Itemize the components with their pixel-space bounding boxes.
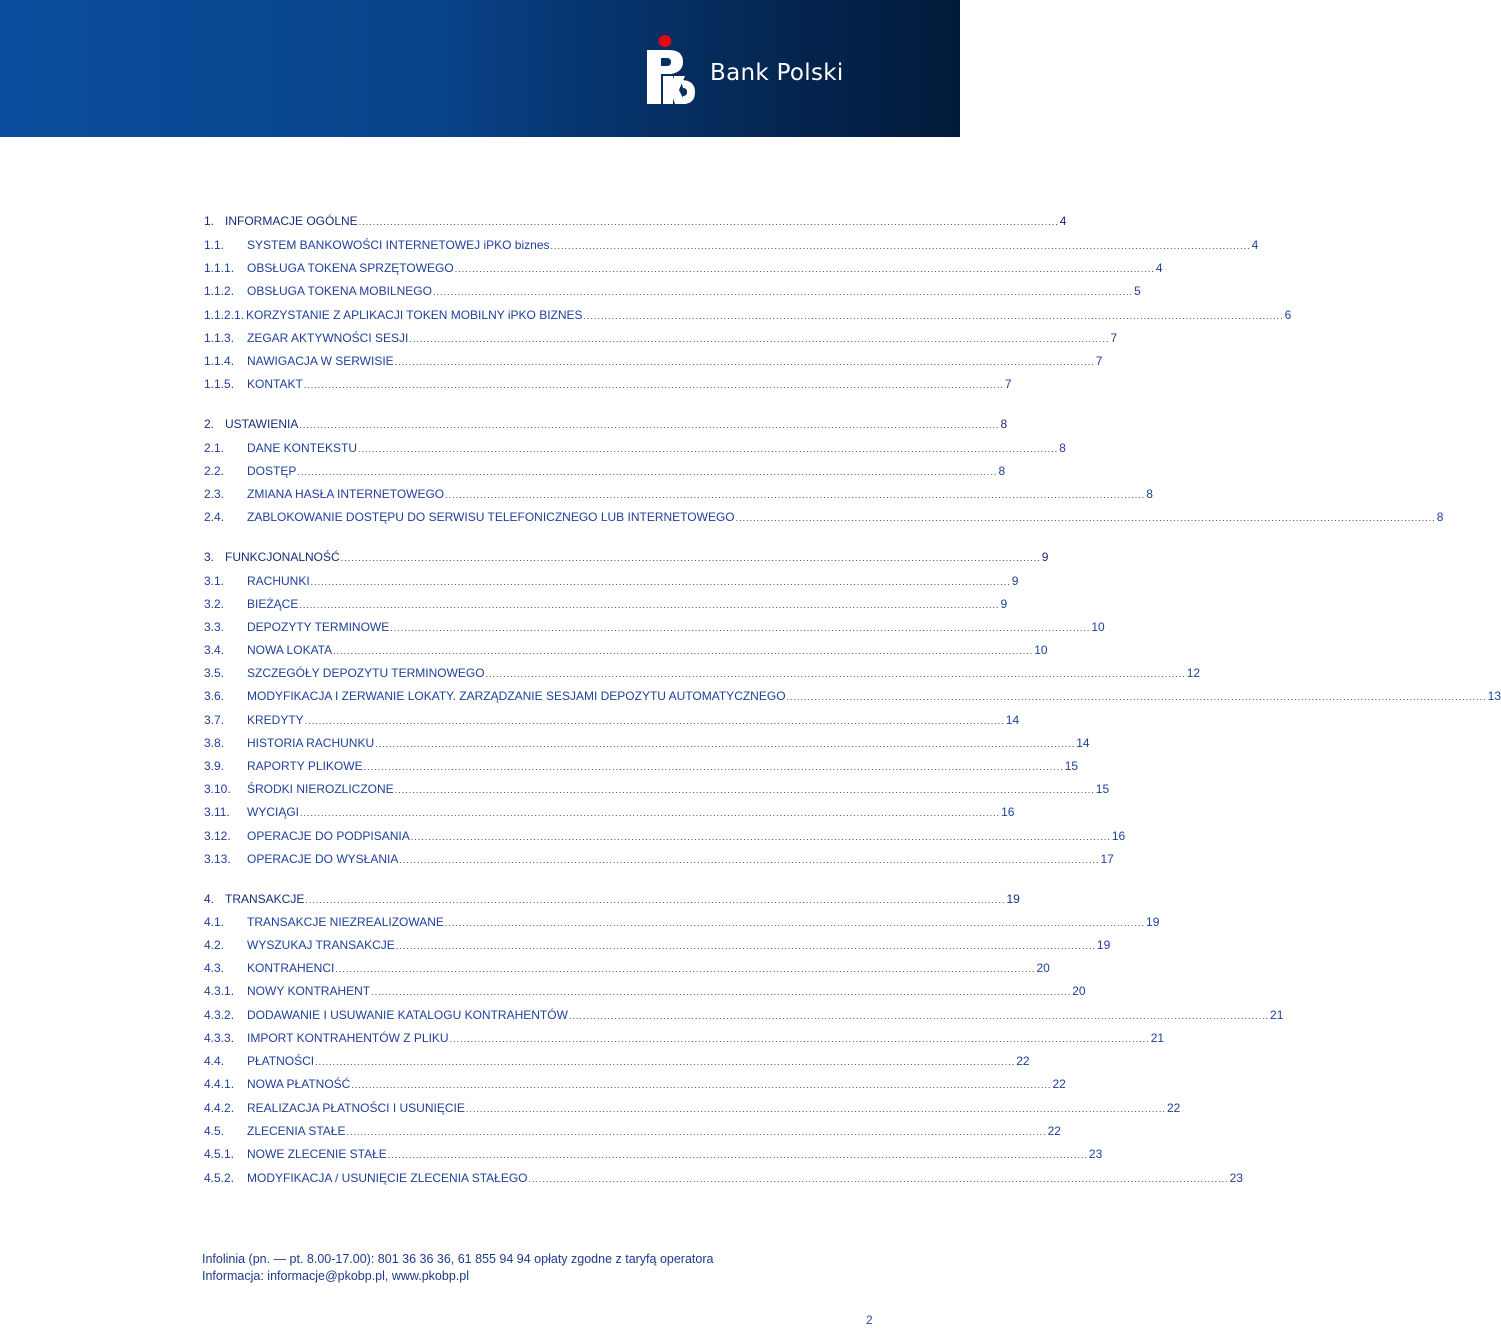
- toc-entry-leader: ........................................................................................................................................................................................................: [299, 420, 1000, 430]
- toc-entry-title: SZCZEGÓŁY DEPOZYTU TERMINOWEGO: [247, 666, 485, 680]
- toc-entry-page: 9: [1000, 597, 1008, 611]
- toc-entry-title: DOSTĘP: [247, 464, 297, 478]
- toc-entry-number: 1.1.2.1.: [204, 308, 245, 322]
- toc-entry-number: 4.1.: [204, 915, 225, 929]
- toc-entry-leader: ........................................................................................................................................................................................................: [346, 1127, 1047, 1137]
- page-number: 2: [866, 1313, 873, 1327]
- toc-entry[interactable]: [204, 616, 1105, 634]
- toc-entry-leader: ........................................................................................................................................................................................................: [399, 855, 1100, 865]
- toc-entry-leader: ........................................................................................................................................................................................................: [333, 646, 1034, 656]
- toc-entry-title: ZABLOKOWANIE DOSTĘPU DO SERWISU TELEFONICZNEGO LUB INTERNETOWEGO: [247, 510, 735, 524]
- toc-entry-leader: ........................................................................................................................................................................................................: [335, 964, 1036, 974]
- toc-entry-leader: ........................................................................................................................................................................................................: [445, 490, 1146, 500]
- toc-entry[interactable]: [204, 506, 1444, 524]
- toc-entry[interactable]: [204, 1073, 1066, 1091]
- toc-entry-page: 9: [1011, 574, 1019, 588]
- toc-entry-title: DODAWANIE I USUWANIE KATALOGU KONTRAHENTÓW: [247, 1008, 568, 1022]
- toc-entry[interactable]: [204, 460, 1006, 478]
- toc-entry-number: 4.3.2.: [204, 1008, 235, 1022]
- toc-entry-leader: ........................................................................................................................................................................................................: [351, 1080, 1052, 1090]
- toc-entry-number: 4.5.2.: [204, 1171, 235, 1185]
- toc-entry-number: 2.2.: [204, 464, 225, 478]
- toc-entry[interactable]: [204, 888, 1020, 906]
- toc-entry-title: FUNKCJONALNOŚĆ: [225, 550, 340, 564]
- toc-entry[interactable]: [204, 593, 1008, 611]
- toc-entry[interactable]: [204, 1027, 1165, 1045]
- toc-entry-title: ZEGAR AKTYWNOŚCI SESJI: [247, 331, 409, 345]
- toc-entry-title: WYSZUKAJ TRANSAKCJE: [247, 938, 395, 952]
- toc-entry[interactable]: [204, 1120, 1061, 1138]
- toc-entry-page: 23: [1088, 1147, 1103, 1161]
- toc-entry-title: OBSŁUGA TOKENA MOBILNEGO: [247, 284, 432, 298]
- toc-entry-page: 15: [1064, 759, 1079, 773]
- toc-entry[interactable]: [204, 662, 1201, 680]
- toc-entry-leader: ........................................................................................................................................................................................................: [394, 785, 1095, 795]
- toc-entry-number: 4.3.1.: [204, 984, 235, 998]
- toc-entry-leader: ........................................................................................................................................................................................................: [465, 1104, 1166, 1114]
- toc-entry-page: 20: [1072, 984, 1086, 998]
- page-header: [0, 0, 960, 137]
- toc-entry-title: RACHUNKI: [247, 574, 310, 588]
- toc-entry-leader: ........................................................................................................................................................................................................: [387, 1150, 1088, 1160]
- toc-entry-title: MODYFIKACJA I ZERWANIE LOKATY. ZARZĄDZANIE SESJAMI DEPOZYTU AUTOMATYCZNEGO: [247, 689, 786, 703]
- toc-entry-page: 16: [1111, 829, 1126, 843]
- toc-entry-number: 1.1.3.: [204, 331, 235, 345]
- toc-entry[interactable]: [204, 1167, 1243, 1185]
- toc-entry-leader: ........................................................................................................................................................................................................: [310, 577, 1011, 587]
- toc-entry-leader: ........................................................................................................................................................................................................: [340, 553, 1041, 563]
- toc-entry-page: 13: [1487, 689, 1501, 703]
- toc-entry[interactable]: [204, 639, 1048, 657]
- toc-entry-number: 3.8.: [204, 736, 225, 750]
- toc-entry-number: 4.2.: [204, 938, 225, 952]
- toc-entry-page: 14: [1076, 736, 1090, 750]
- toc-entry-number: 1.1.4.: [204, 354, 235, 368]
- toc-entry-title: PŁATNOŚCI: [247, 1054, 315, 1068]
- toc-entry-page: 4: [1059, 214, 1067, 228]
- toc-entry[interactable]: [204, 778, 1110, 796]
- toc-entry-title: HISTORIA RACHUNKU: [247, 736, 375, 750]
- toc-entry-leader: ........................................................................................................................................................................................................: [303, 380, 1004, 390]
- toc-entry[interactable]: [204, 373, 1012, 391]
- toc-entry-number: 3.3.: [204, 620, 225, 634]
- toc-entry-number: 2.1.: [204, 441, 225, 455]
- toc-entry-page: 7: [1004, 377, 1012, 391]
- toc-entry-number: 4.3.3.: [204, 1031, 235, 1045]
- toc-entry-page: 16: [1001, 805, 1015, 819]
- toc-entry-title: BIEŻĄCE: [247, 597, 299, 611]
- toc-entry[interactable]: [204, 413, 1008, 431]
- toc-entry-page: 22: [1016, 1054, 1030, 1068]
- toc-entry-page: 8: [1000, 417, 1008, 431]
- toc-entry-number: 4.: [204, 892, 215, 906]
- brand-name: Bank Polski: [710, 60, 844, 86]
- toc-entry-page: 10: [1091, 620, 1105, 634]
- toc-entry-page: 22: [1166, 1101, 1181, 1115]
- toc-entry-title: WYCIĄGI: [247, 805, 300, 819]
- toc-entry-leader: ........................................................................................................................................................................................................: [432, 287, 1134, 297]
- toc-entry-leader: ........................................................................................................................................................................................................: [528, 1174, 1229, 1184]
- toc-entry-leader: ........................................................................................................................................................................................................: [550, 241, 1251, 251]
- toc-entry-number: 3.5.: [204, 666, 225, 680]
- toc-entry-page: 8: [1436, 510, 1444, 524]
- toc-entry-page: 19: [1146, 915, 1160, 929]
- toc-entry-title: NOWE ZLECENIE STAŁE: [247, 1147, 387, 1161]
- toc-entry-leader: ........................................................................................................................................................................................................: [395, 941, 1096, 951]
- toc-entry-page: 19: [1096, 938, 1111, 952]
- toc-entry[interactable]: [204, 1004, 1284, 1022]
- toc-entry-leader: ........................................................................................................................................................................................................: [485, 669, 1186, 679]
- toc-entry[interactable]: [204, 848, 1114, 866]
- toc-entry-title: NOWY KONTRAHENT: [247, 984, 371, 998]
- toc-entry[interactable]: [204, 1097, 1181, 1115]
- toc-entry-page: 22: [1047, 1124, 1061, 1138]
- toc-entry-leader: ........................................................................................................................................................................................................: [735, 513, 1436, 523]
- toc-entry[interactable]: [204, 437, 1066, 455]
- toc-entry[interactable]: [204, 801, 1015, 819]
- toc-entry-leader: ........................................................................................................................................................................................................: [371, 987, 1072, 997]
- toc-entry-title: NOWA PŁATNOŚĆ: [247, 1077, 351, 1091]
- toc-entry-page: 15: [1095, 782, 1110, 796]
- toc-entry-leader: ........................................................................................................................................................................................................: [409, 334, 1110, 344]
- toc-entry-title: DANE KONTEKSTU: [247, 441, 358, 455]
- toc-entry[interactable]: [204, 210, 1067, 228]
- toc-entry-number: 3.2.: [204, 597, 225, 611]
- toc-entry-title: KREDYTY: [247, 713, 304, 727]
- toc-entry-leader: ........................................................................................................................................................................................................: [786, 692, 1487, 702]
- toc-entry-number: 2.: [204, 417, 215, 431]
- toc-entry[interactable]: [204, 980, 1086, 998]
- toc-entry-number: 3.9.: [204, 759, 225, 773]
- toc-entry-number: 3.7.: [204, 713, 225, 727]
- toc-entry-leader: ........................................................................................................................................................................................................: [304, 716, 1005, 726]
- toc-entry-number: 3.4.: [204, 643, 225, 657]
- toc-entry-leader: ........................................................................................................................................................................................................: [300, 808, 1001, 818]
- pko-logo-icon: [643, 30, 699, 106]
- toc-entry-page: 17: [1100, 852, 1114, 866]
- toc-entry-number: 1.1.1.: [204, 261, 235, 275]
- toc-entry[interactable]: [204, 1050, 1030, 1068]
- toc-entry-title: DEPOZYTY TERMINOWE: [247, 620, 390, 634]
- toc-entry-leader: ........................................................................................................................................................................................................: [299, 600, 1000, 610]
- footer-contact: Informacja: informacje@pkobp.pl, www.pkobp.pl: [202, 1269, 469, 1283]
- footer: [202, 1251, 713, 1285]
- toc-entry-page: 7: [1095, 354, 1103, 368]
- toc-entry-number: 3.12.: [204, 829, 231, 843]
- toc-entry-number: 2.3.: [204, 487, 225, 501]
- toc-entry-leader: ........................................................................................................................................................................................................: [410, 832, 1111, 842]
- toc-entry-page: 21: [1150, 1031, 1165, 1045]
- toc-entry-leader: ........................................................................................................................................................................................................: [315, 1057, 1016, 1067]
- toc-entry-page: 6: [1284, 308, 1292, 322]
- toc-entry-leader: ........................................................................................................................................................................................................: [568, 1011, 1270, 1021]
- toc-entry-page: 12: [1186, 666, 1201, 680]
- toc-entry-title: NAWIGACJA W SERWISIE: [247, 354, 394, 368]
- toc-entry-number: 3.1.: [204, 574, 225, 588]
- toc-entry-number: 2.4.: [204, 510, 225, 524]
- toc-entry-page: 10: [1034, 643, 1048, 657]
- toc-entry-title: TRANSAKCJE NIEZREALIZOWANE: [247, 915, 444, 929]
- toc-entry-number: 3.10.: [204, 782, 231, 796]
- toc-entry-number: 4.4.2.: [204, 1101, 235, 1115]
- toc-entry-leader: ........................................................................................................................................................................................................: [449, 1034, 1150, 1044]
- toc-entry[interactable]: [204, 280, 1141, 298]
- toc-entry-title: ZMIANA HASŁA INTERNETOWEGO: [247, 487, 445, 501]
- toc-entry-title: USTAWIENIA: [225, 417, 299, 431]
- toc-entry-leader: ........................................................................................................................................................................................................: [390, 623, 1091, 633]
- toc-entry[interactable]: [204, 257, 1163, 275]
- toc-entry-page: 20: [1036, 961, 1050, 975]
- toc-entry[interactable]: [204, 957, 1050, 975]
- toc-entry-page: 22: [1052, 1077, 1066, 1091]
- toc-entry-page: 7: [1110, 331, 1118, 345]
- toc-entry-number: 3.: [204, 550, 215, 564]
- toc-entry-leader: ........................................................................................................................................................................................................: [305, 895, 1006, 905]
- toc-entry[interactable]: [204, 350, 1103, 368]
- toc-entry-title: KONTRAHENCI: [247, 961, 335, 975]
- toc-entry-title: OBSŁUGA TOKENA SPRZĘTOWEGO: [247, 261, 454, 275]
- toc-entry-title: TRANSAKCJE: [225, 892, 305, 906]
- toc-entry-number: 1.1.2.: [204, 284, 235, 298]
- footer-hotline: Infolinia (pn. — pt. 8.00-17.00): 801 36 36 36, 61 855 94 94 opłaty zgodne z taryfą operatora: [202, 1252, 714, 1266]
- toc-entry-number: 3.6.: [204, 689, 225, 703]
- toc-entry-number: 1.: [204, 214, 215, 228]
- toc-entry[interactable]: [204, 709, 1020, 727]
- toc-entry-page: 4: [1155, 261, 1163, 275]
- toc-entry-leader: ........................................................................................................................................................................................................: [363, 762, 1064, 772]
- toc-entry-number: 3.11.: [204, 805, 230, 819]
- toc-entry-leader: ........................................................................................................................................................................................................: [297, 467, 998, 477]
- toc-entry-number: 1.1.5.: [204, 377, 235, 391]
- toc-entry[interactable]: [204, 304, 1292, 322]
- toc-entry-page: 4: [1251, 238, 1259, 252]
- toc-entry[interactable]: [204, 732, 1090, 750]
- toc-entry-page: 9: [1041, 550, 1049, 564]
- toc-entry-title: OPERACJE DO WYSŁANIA: [247, 852, 399, 866]
- toc-entry[interactable]: [204, 934, 1111, 952]
- toc-entry[interactable]: [204, 911, 1160, 929]
- toc-entry-title: REALIZACJA PŁATNOŚCI I USUNIĘCIE: [247, 1101, 465, 1115]
- toc-entry-number: 4.5.: [204, 1124, 225, 1138]
- toc-entry-title: NOWA LOKATA: [247, 643, 333, 657]
- toc-entry-page: 14: [1005, 713, 1020, 727]
- toc-entry-page: 21: [1270, 1008, 1284, 1022]
- toc-entry-title: INFORMACJE OGÓLNE: [225, 214, 358, 228]
- toc-entry-title: KORZYSTANIE Z APLIKACJI TOKEN MOBILNY iPKO BIZNES: [246, 308, 583, 322]
- toc-entry-number: 4.4.1.: [204, 1077, 235, 1091]
- toc-entry[interactable]: [204, 825, 1126, 843]
- toc-entry-title: IMPORT KONTRAHENTÓW Z PLIKU: [247, 1031, 449, 1045]
- toc-entry[interactable]: [204, 570, 1019, 588]
- toc-entry-leader: ........................................................................................................................................................................................................: [454, 264, 1155, 274]
- toc-entry[interactable]: [204, 483, 1153, 501]
- toc-entry-title: ŚRODKI NIEROZLICZONE: [247, 782, 394, 796]
- toc-entry[interactable]: [204, 755, 1079, 773]
- toc-entry-leader: ........................................................................................................................................................................................................: [394, 357, 1095, 367]
- toc-entry-leader: ........................................................................................................................................................................................................: [358, 217, 1059, 227]
- toc-entry-page: 5: [1134, 284, 1141, 298]
- toc-entry-number: 4.3.: [204, 961, 225, 975]
- toc-entry-title: MODYFIKACJA / USUNIĘCIE ZLECENIA STAŁEGO: [247, 1171, 528, 1185]
- toc-entry[interactable]: [204, 327, 1118, 345]
- toc-entry-leader: ........................................................................................................................................................................................................: [444, 918, 1146, 928]
- toc-entry-title: ZLECENIA STAŁE: [247, 1124, 346, 1138]
- toc-entry-title: OPERACJE DO PODPISANIA: [247, 829, 410, 843]
- toc-entry-title: SYSTEM BANKOWOŚCI INTERNETOWEJ iPKO biznes: [247, 238, 550, 252]
- toc-entry[interactable]: [204, 685, 1501, 703]
- toc-entry-page: 8: [1146, 487, 1153, 501]
- toc-entry[interactable]: [204, 1143, 1103, 1161]
- toc-entry-number: 4.5.1.: [204, 1147, 235, 1161]
- toc-entry[interactable]: [204, 546, 1049, 564]
- toc-entry-title: KONTAKT: [247, 377, 303, 391]
- toc-entry-leader: ........................................................................................................................................................................................................: [583, 311, 1284, 321]
- toc-entry[interactable]: [204, 234, 1259, 252]
- toc-entry-page: 8: [1059, 441, 1066, 455]
- toc-entry-leader: ........................................................................................................................................................................................................: [375, 739, 1076, 749]
- toc-entry-page: 19: [1006, 892, 1020, 906]
- toc-entry-page: 23: [1229, 1171, 1243, 1185]
- toc-entry-page: 8: [998, 464, 1006, 478]
- toc-entry-number: 1.1.: [204, 238, 225, 252]
- toc-entry-number: 4.4.: [204, 1054, 225, 1068]
- toc-entry-number: 3.13.: [204, 852, 231, 866]
- toc-entry-leader: ........................................................................................................................................................................................................: [358, 444, 1059, 454]
- toc-entry-title: RAPORTY PLIKOWE: [247, 759, 363, 773]
